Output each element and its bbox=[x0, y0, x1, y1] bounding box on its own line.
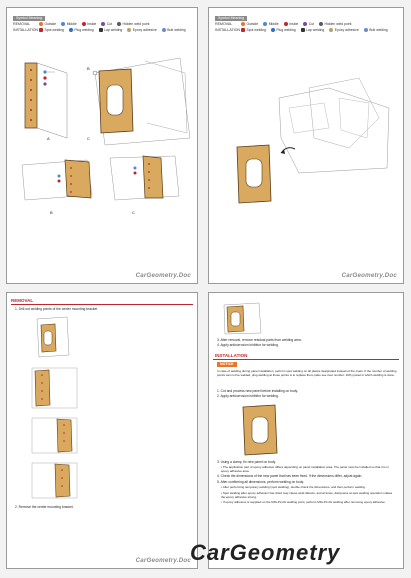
removal-step-1: 1. Drill out welding points of the center mounting bracket. bbox=[15, 307, 99, 311]
spot-weld-symbol-icon bbox=[39, 28, 43, 32]
outside-symbol-icon bbox=[39, 22, 43, 26]
legend-removal-row: REMOVAL Outside Middle Inside Cut Hidden weld point bbox=[215, 22, 352, 26]
installation-step-3a: • The application part of epoxy adhesive differs depending on panel installation area. The panel must be installed so that it is in epoxy adhesive area. bbox=[221, 465, 389, 473]
legend-item: Spot welding bbox=[241, 28, 266, 32]
lap-weld-symbol-icon bbox=[301, 28, 305, 32]
installation-step-5: 5. After confirming all dimensions, perform welding on body. bbox=[217, 480, 304, 484]
legend-item: Plug welding bbox=[69, 28, 94, 32]
legend-installation-label: INSTALLATION bbox=[13, 28, 39, 32]
figure-label-b: B bbox=[87, 66, 90, 71]
installation-title: INSTALLATION bbox=[215, 353, 248, 358]
removal-illustration-4 bbox=[27, 458, 82, 503]
butt-weld-symbol-icon bbox=[364, 28, 368, 32]
outside-symbol-icon bbox=[241, 22, 245, 26]
section-divider bbox=[213, 359, 399, 360]
legend-heading: Symbol Meaning bbox=[13, 16, 45, 21]
symbol-legend bbox=[215, 16, 393, 33]
installation-step-5c: • If epoxy adhesive is supplied on the MIG-PLUG welding point, perform MIG-PLUG welding after removing epoxy adhesive. bbox=[221, 500, 386, 504]
manual-page-1 bbox=[6, 7, 198, 284]
bracket-detail-left-illustration bbox=[17, 58, 77, 148]
spot-weld-symbol-icon bbox=[241, 28, 245, 32]
bracket-part-illustration bbox=[233, 143, 283, 208]
inside-symbol-icon bbox=[82, 22, 86, 26]
inside-symbol-icon bbox=[284, 22, 288, 26]
legend-item: Outside bbox=[39, 22, 56, 26]
hidden-weld-symbol-icon bbox=[117, 22, 121, 26]
legend-installation-row bbox=[13, 27, 191, 33]
watermark-small: CarGeometry.Doc bbox=[135, 272, 191, 279]
plug-weld-symbol-icon bbox=[271, 28, 275, 32]
legend-item: Inside bbox=[82, 22, 97, 26]
legend-item: Plug welding bbox=[271, 28, 296, 32]
manual-page-2 bbox=[208, 7, 404, 284]
legend-item: Butt welding bbox=[162, 28, 186, 32]
epoxy-symbol-icon bbox=[127, 28, 131, 32]
installation-step-5a: • After performing temporary welding (spot welding), double check the dimensions, and then perform welding. bbox=[221, 485, 366, 489]
legend-item: Epoxy adhesive bbox=[329, 28, 358, 32]
cut-symbol-icon bbox=[101, 22, 105, 26]
removal-step-2: 2. Remove the center mounting bracket. bbox=[15, 505, 74, 509]
notice-badge: NOTICE bbox=[217, 362, 237, 367]
body-frame-illustration bbox=[269, 68, 399, 178]
epoxy-symbol-icon bbox=[329, 28, 333, 32]
watermark-small: CarGeometry.Doc bbox=[135, 557, 191, 564]
hidden-weld-symbol-icon bbox=[319, 22, 323, 26]
manual-page-3 bbox=[6, 292, 198, 569]
manual-page-4 bbox=[208, 292, 404, 569]
removal-illustration-2 bbox=[27, 363, 82, 413]
removal-title: REMOVAL bbox=[11, 298, 34, 303]
legend-heading: Symbol Meaning bbox=[215, 16, 247, 21]
symbol-legend bbox=[13, 16, 191, 33]
legend-item: Cut bbox=[101, 22, 112, 26]
installation-step-4: 4. Check the dimensions of the new panel that has been fixed. If the dimensions differ, adjust again. bbox=[217, 474, 363, 478]
footer-watermark-logo: CarGeometry bbox=[190, 540, 341, 565]
figure-label-c2: C bbox=[132, 210, 135, 215]
new-panel-illustration bbox=[239, 403, 289, 458]
legend-item: Inside bbox=[284, 22, 299, 26]
middle-symbol-icon bbox=[61, 22, 65, 26]
legend-item: Lap welding bbox=[99, 28, 123, 32]
bracket-detail-c-illustration bbox=[105, 148, 185, 208]
lap-weld-symbol-icon bbox=[99, 28, 103, 32]
installation-top-illustration bbox=[219, 301, 264, 336]
legend-item: Butt welding bbox=[364, 28, 388, 32]
legend-item: Spot welding bbox=[39, 28, 64, 32]
watermark-small: CarGeometry.Doc bbox=[341, 272, 397, 279]
legend-installation-row: INSTALLATION Spot welding Plug welding Lap welding Epoxy adhesive Butt welding bbox=[215, 28, 388, 32]
legend-item: Epoxy adhesive bbox=[127, 28, 156, 32]
legend-item: Hidden weld point bbox=[117, 22, 149, 26]
figure-label-a: A bbox=[47, 136, 50, 141]
legend-item: Middle bbox=[263, 22, 279, 26]
legend-item: Middle bbox=[61, 22, 77, 26]
section-divider bbox=[11, 304, 193, 305]
bracket-large-illustration bbox=[85, 53, 195, 148]
notice-text: In case of welding during panel installation, perform spot welding on all places designated instead of the rivets. If the number of welding points can not be welded, plug welding at those points is to replace them (also see rivet number: 10%) panel in which welding is done. bbox=[217, 369, 397, 377]
legend-item: Cut bbox=[303, 22, 314, 26]
legend-item: Outside bbox=[241, 22, 258, 26]
cut-symbol-icon bbox=[303, 22, 307, 26]
middle-symbol-icon bbox=[263, 22, 267, 26]
installation-step-2: 2. Apply anticorrosion inhibitor for welding. bbox=[217, 394, 279, 398]
removal-illustration-3 bbox=[27, 413, 82, 458]
installation-step-5b: • Spot welding after epoxy adhesion has dried may cause weld defects, and at times, dampness at spot welding operation makes the epoxy adhesive strong. bbox=[221, 491, 393, 499]
arrow-icon bbox=[279, 143, 299, 158]
installation-top-step-3: 3. After removal, remove residual parts from welding area. bbox=[217, 338, 302, 342]
legend-item: Hidden weld point bbox=[319, 22, 351, 26]
removal-illustration-1 bbox=[27, 315, 77, 360]
legend-item: Lap welding bbox=[301, 28, 325, 32]
installation-step-1: 1. Cut and process new panel before installing on body. bbox=[217, 389, 298, 393]
legend-removal-label: REMOVAL bbox=[13, 22, 31, 26]
figure-label-c: C bbox=[87, 136, 90, 141]
butt-weld-symbol-icon bbox=[162, 28, 166, 32]
bracket-detail-b-illustration bbox=[17, 150, 97, 210]
installation-top-step-4: 4. Apply anticorrosion inhibitor for welding. bbox=[217, 343, 279, 347]
plug-weld-symbol-icon bbox=[69, 28, 73, 32]
installation-step-3: 3. Using a clamp, fix new panel on body. bbox=[217, 460, 276, 464]
figure-label-b2: B bbox=[50, 210, 53, 215]
